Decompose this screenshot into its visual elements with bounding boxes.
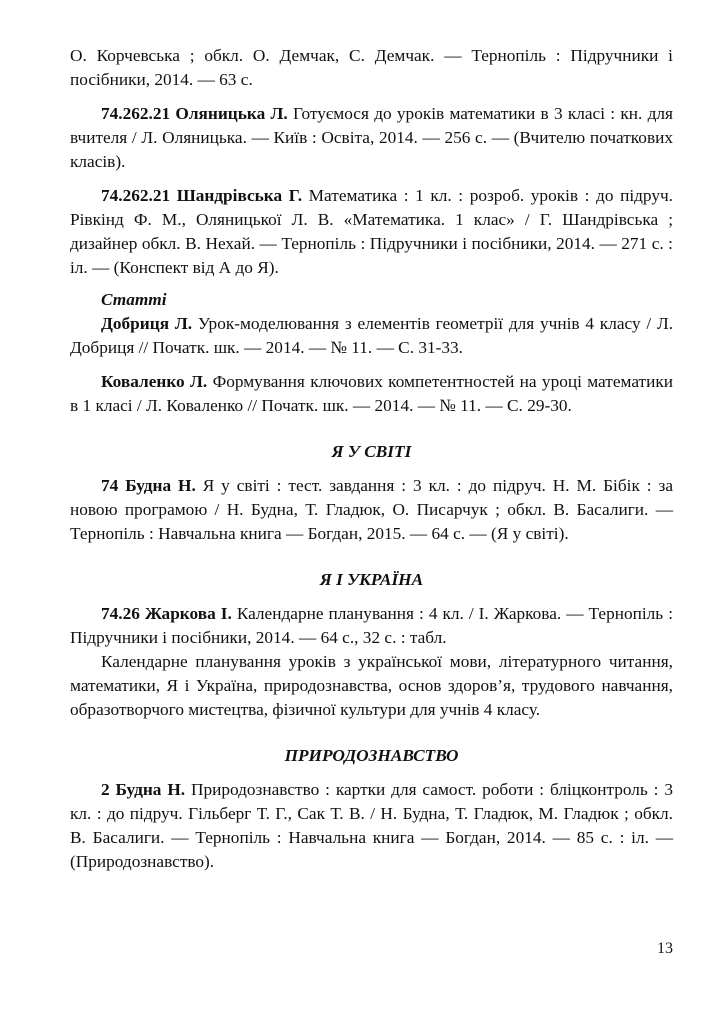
entry-lead: 74 Будна Н. bbox=[101, 476, 196, 495]
entry-text: Урок-моделювання з елементів геометрії для учнів 4 класу / Л. Добриця // Початк. шк. — 2014. — № 11. — С. 31-33. bbox=[70, 314, 674, 357]
entry-text: Готуємося до уроків математики в 3 класі : кн. для вчителя / Л. Оляницька. — Київ : Освіта, 2014. — 256 с. — (Вчителю початкових класів). bbox=[70, 104, 674, 171]
entry-text: Математика : 1 кл. : розроб. уроків : до підруч. Рівкінд Ф. М., Оляницької Л. В. «Математика. 1 клас» / Г. Шандрівська ; дизайнер обкл. В. Нехай. — Тернопіль : Підручники і посібники, 2014. — 271 с. : іл. — (Конспект від А до Я). bbox=[70, 186, 673, 277]
bibliography-entry bbox=[70, 312, 673, 360]
entry-annotation bbox=[70, 650, 673, 722]
entry-lead: Коваленко Л. bbox=[101, 372, 208, 391]
entry-lead: 74.262.21 Оляницька Л. bbox=[101, 104, 288, 123]
bibliography-entry bbox=[70, 370, 673, 418]
entry-text: Природознавство : картки для самост. роботи : бліцконтроль : 3 кл. : до підруч. Гільберг Т. Г., Сак Т. В. / Н. Будна, Т. Гладюк, М. Гладюк ; обкл. В. Басалиги. — Тернопіль : Навчальна книга — Богдан, 2014. — 85 с. : іл. — (Природознавство). bbox=[70, 780, 673, 871]
entry-text: Календарне планування уроків з української мови, літературного читання, математики, Я і Україна, природознавства, основ здоров’я, трудового навчання, образотворчого мистецтва, фізичної культури для учнів 4 класу. bbox=[70, 652, 673, 719]
bibliography-entry bbox=[70, 778, 673, 874]
entry-text: О. Корчевська ; обкл. О. Демчак, С. Демчак. — Тернопіль : Підручники і посібники, 2014. — 63 с. bbox=[70, 46, 673, 89]
entry-lead: Добриця Л. bbox=[101, 314, 193, 333]
subheading-articles: Статті bbox=[101, 290, 167, 309]
bibliography-entry bbox=[70, 102, 673, 174]
bibliography-entry bbox=[70, 184, 673, 280]
section-title: Я І УКРАЇНА bbox=[319, 570, 424, 589]
section-title: Я У СВІТІ bbox=[331, 442, 412, 461]
document-page bbox=[70, 44, 673, 874]
page-number: 13 bbox=[657, 940, 673, 957]
entry-text: Формування ключових компетентностей на уроці математики в 1 класі / Л. Коваленко // Початк. шк. — 2014. — № 11. — С. 29-30. bbox=[70, 372, 673, 415]
entry-lead: 2 Будна Н. bbox=[101, 780, 186, 799]
bibliography-entry bbox=[70, 44, 673, 92]
entry-lead: 74.26 Жаркова І. bbox=[101, 604, 232, 623]
bibliography-entry bbox=[70, 474, 673, 546]
entry-text: Я у світі : тест. завдання : 3 кл. : до підруч. Н. М. Бібік : за новою програмою / Н. Будна, Т. Гладюк, О. Писарчук ; обкл. В. Басалиги. — Тернопіль : Навчальна книга — Богдан, 2015. — 64 с. — (Я у світі). bbox=[70, 476, 673, 543]
entry-lead: 74.262.21 Шандрівська Г. bbox=[101, 186, 303, 205]
entry-text: Календарне планування : 4 кл. / І. Жаркова. — Тернопіль : Підручники і посібники, 2014. — 64 с., 32 с. : табл. bbox=[70, 604, 674, 647]
bibliography-entry bbox=[70, 602, 673, 650]
section-title: ПРИРОДОЗНАВСТВО bbox=[284, 746, 459, 765]
